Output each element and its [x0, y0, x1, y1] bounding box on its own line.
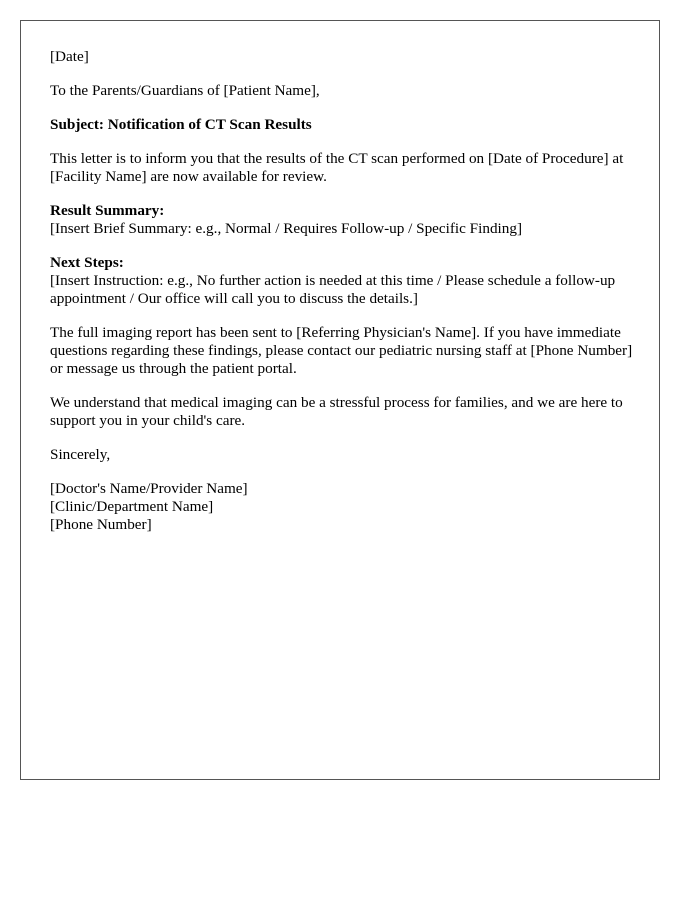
support-paragraph: We understand that medical imaging can be a stressful process for families, and we are here to support you in your child's care. [50, 394, 623, 429]
letter-subject: Subject: Notification of CT Scan Results [50, 116, 312, 133]
letter-body [50, 48, 640, 550]
signature-name: [Doctor's Name/Provider Name] [50, 480, 248, 497]
letter-salutation: To the Parents/Guardians of [Patient Name], [50, 82, 320, 99]
letter-date: [Date] [50, 48, 89, 65]
letter-intro: This letter is to inform you that the results of the CT scan performed on [Date of Procedure] at [Facility Name] are now available for review. [50, 150, 624, 185]
signature-department: [Clinic/Department Name] [50, 498, 214, 515]
signature-block [50, 480, 640, 534]
report-paragraph: The full imaging report has been sent to [Referring Physician's Name]. If you have immediate questions regarding these findings, please contact our pediatric nursing staff at [Phone Number] or message us through the patient portal. [50, 324, 633, 377]
result-summary-section [50, 202, 640, 238]
next-steps-section [50, 254, 640, 308]
letter-page [20, 20, 660, 780]
letter-closing: Sincerely, [50, 446, 111, 463]
next-steps-text: [Insert Instruction: e.g., No further action is needed at this time / Please schedule a follow-up appointment / Our office will call you to discuss the details.] [50, 272, 616, 307]
result-summary-text: [Insert Brief Summary: e.g., Normal / Requires Follow-up / Specific Finding] [50, 220, 522, 237]
signature-phone: [Phone Number] [50, 516, 152, 533]
next-steps-heading: Next Steps: [50, 254, 124, 271]
result-summary-heading: Result Summary: [50, 202, 165, 219]
